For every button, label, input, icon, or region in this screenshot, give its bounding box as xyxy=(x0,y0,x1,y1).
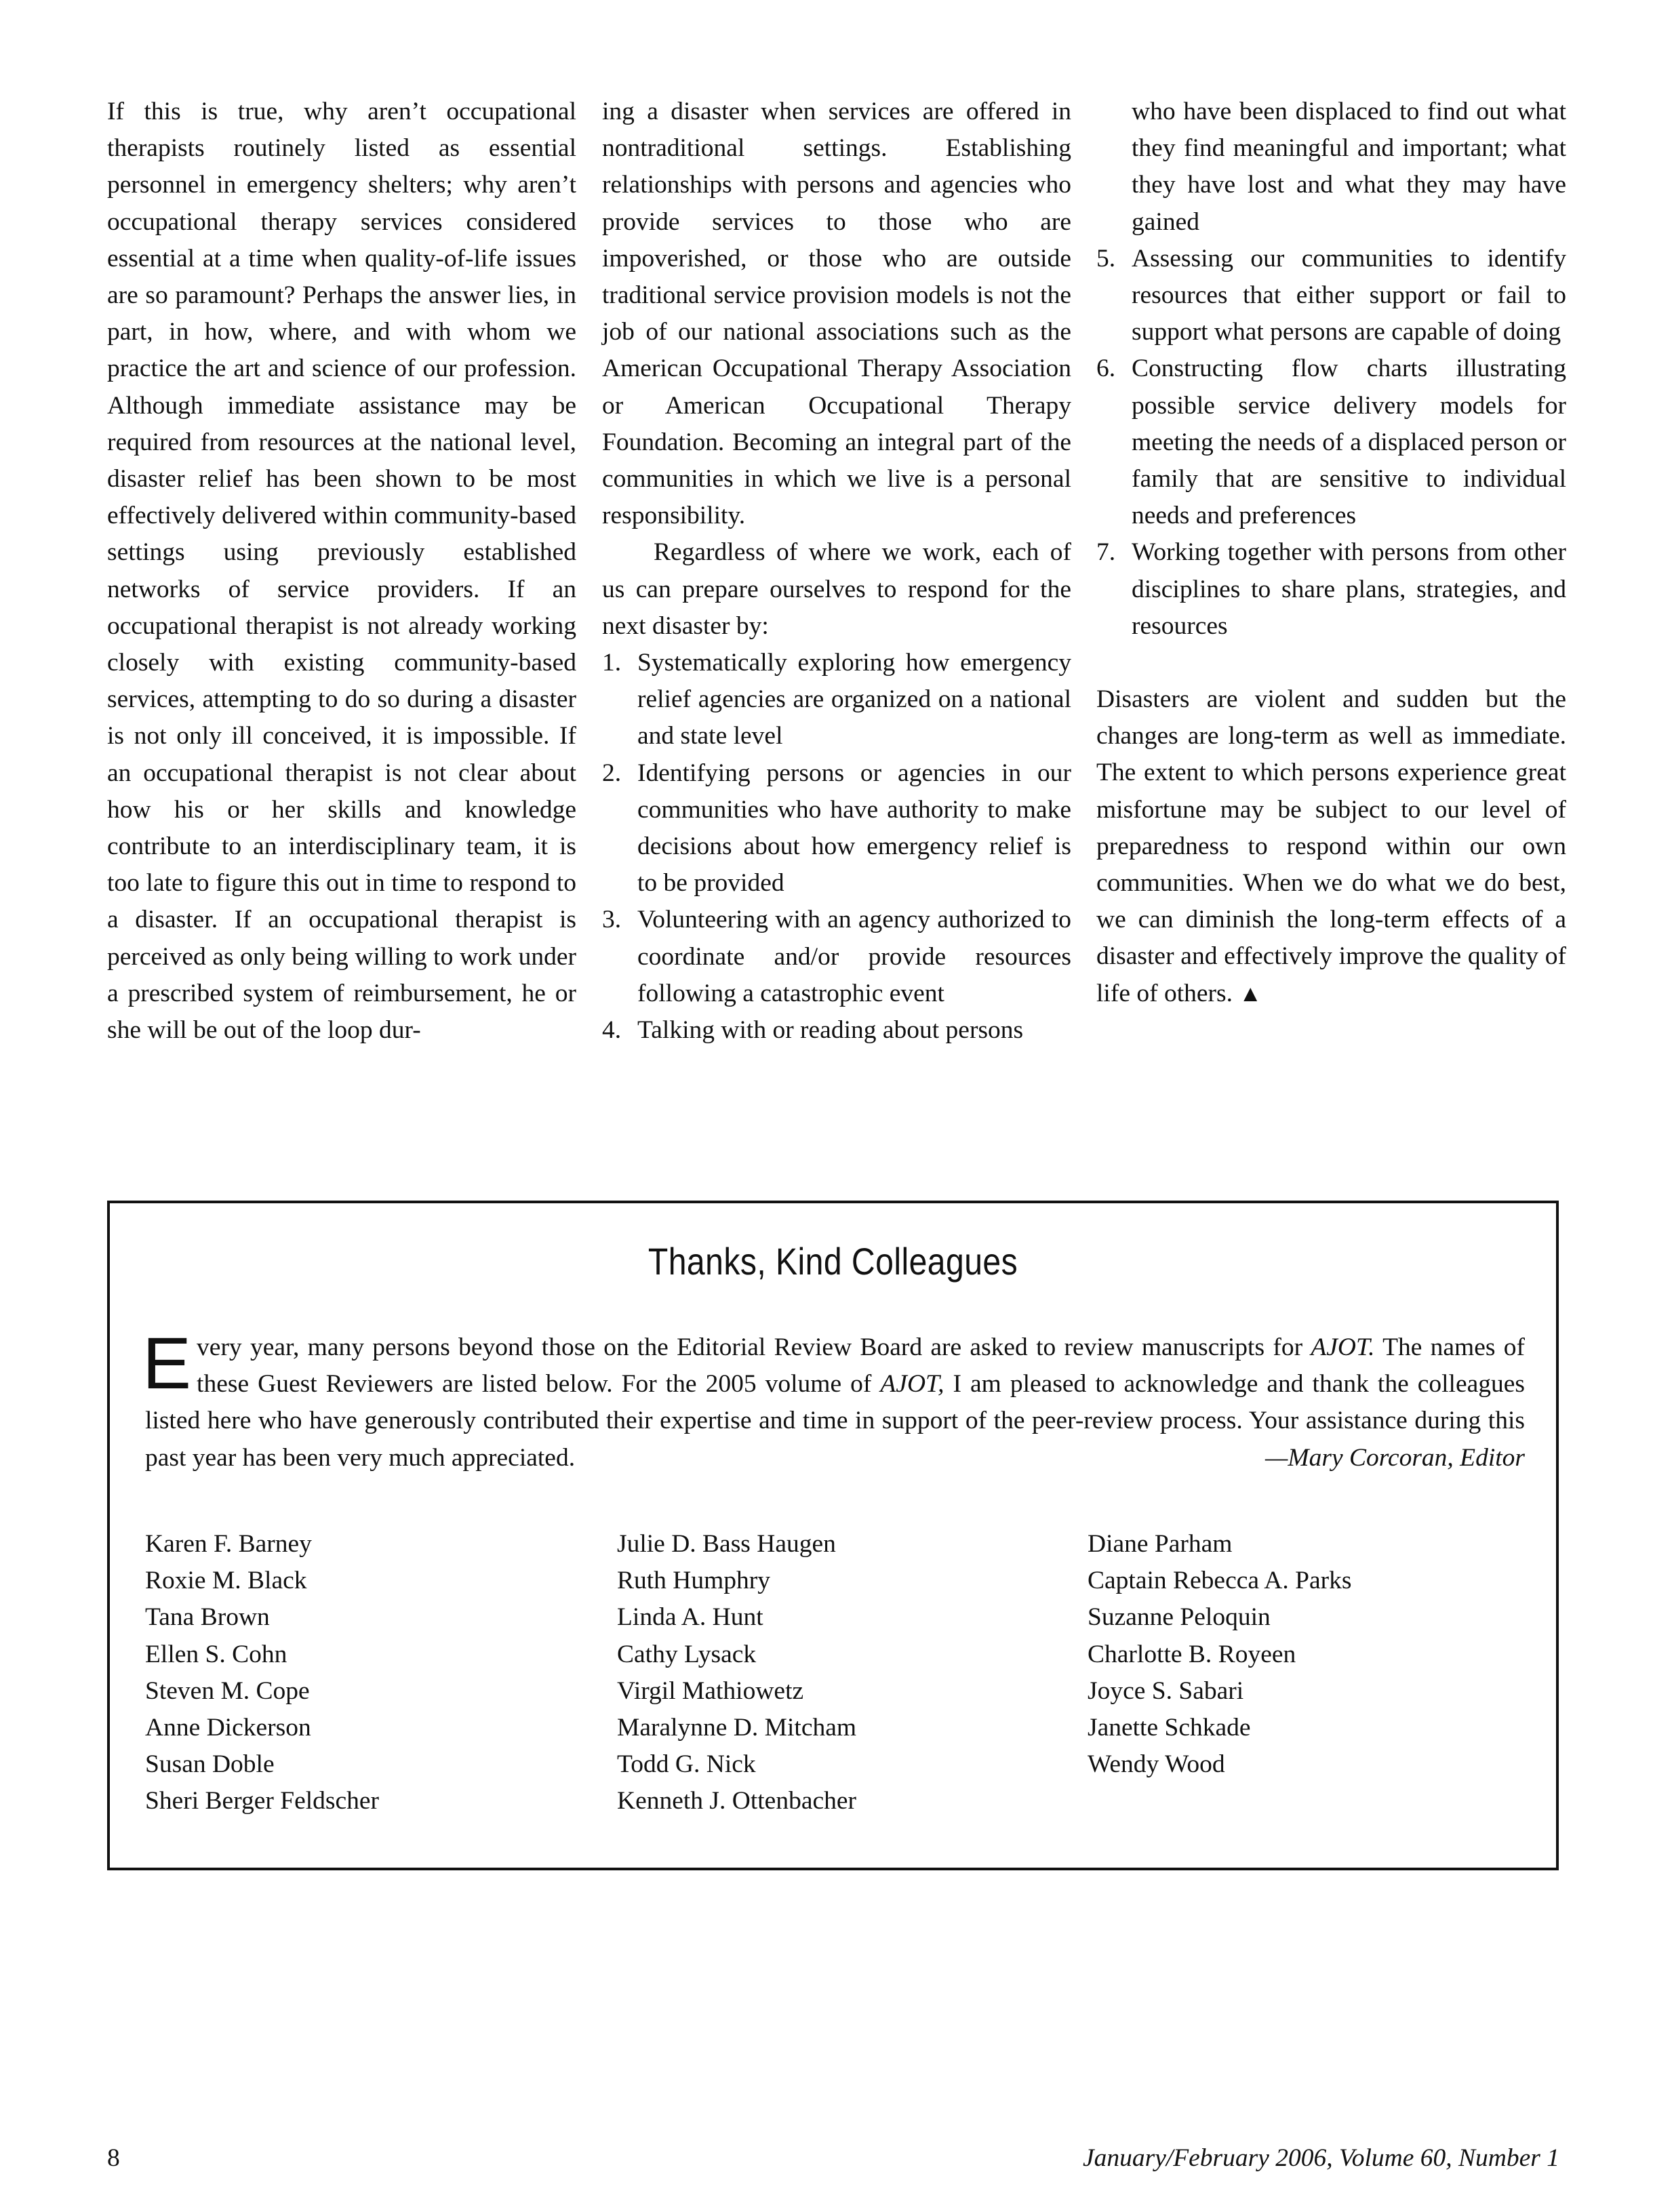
list-number: 2. xyxy=(602,759,622,787)
running-footer: January/February 2006, Volume 60, Number 1 xyxy=(1082,2144,1559,2172)
reviewer-names-column-2 xyxy=(617,1526,1064,1820)
reviewer-name: Tana Brown xyxy=(145,1603,270,1632)
body-paragraph: ing a disaster when services are offered in nontraditional settings. Establishing relationships with persons and agencies who provide services to those who are impoverished, or those who are outside traditional service provision models is not the job of our national associations such as the American Occupational Therapy Association or American Occupational Therapy Foundation. Becoming an integral part of the communities in which we live is a personal responsibility. xyxy=(602,98,1071,530)
page-number: 8 xyxy=(107,2144,120,2172)
list-text: Systematically exploring how emergency relief agencies are organized on a national and state level xyxy=(637,649,1071,750)
list-item xyxy=(1096,534,1566,645)
reviewer-name: Diane Parham xyxy=(1088,1530,1233,1558)
reviewer-names-column-1 xyxy=(145,1526,593,1820)
article-column-3 xyxy=(1096,94,1566,1013)
reviewer-name: Virgil Mathiowetz xyxy=(617,1676,804,1705)
list-text: Identifying persons or agencies in our communities who have authority to make decisions about how emergency relief is to be provided xyxy=(637,759,1071,898)
reviewer-name: Karen F. Barney xyxy=(145,1530,312,1558)
reviewer-name: Maralynne D. Mitcham xyxy=(617,1714,857,1742)
reviewer-name: Joyce S. Sabari xyxy=(1088,1676,1244,1705)
acknowledgement-intro xyxy=(142,1322,1525,1476)
journal-name: AJOT, xyxy=(880,1370,944,1399)
reviewer-name: Cathy Lysack xyxy=(617,1640,757,1668)
reviewer-name: Charlotte B. Royeen xyxy=(1088,1640,1296,1668)
reviewer-name: Ellen S. Cohn xyxy=(145,1640,287,1668)
list-text: Assessing our communities to identify resources that either support or fail to support what persons are capable of doing xyxy=(1132,244,1566,346)
reviewer-name: Steven M. Cope xyxy=(145,1676,310,1705)
acknowledgement-box xyxy=(107,1201,1559,1870)
reviewer-name: Julie D. Bass Haugen xyxy=(617,1530,836,1558)
intro-text-a: very year, many persons beyond those on the Editorial Review Board are asked to review manuscripts for xyxy=(197,1333,1311,1361)
list-number: 5. xyxy=(1096,244,1116,273)
article-column-2 xyxy=(602,94,1071,1049)
reviewer-name: Wendy Wood xyxy=(1088,1750,1225,1779)
list-text: Constructing flow charts illustrating possible service delivery models for meeting the needs of a displaced person or family that are sensitive to individual needs and preferences xyxy=(1132,355,1566,530)
reviewer-name: Roxie M. Black xyxy=(145,1567,307,1595)
list-number: 7. xyxy=(1096,538,1116,567)
list-item xyxy=(602,755,1071,902)
reviewer-name: Sheri Berger Feldscher xyxy=(145,1787,380,1815)
list-text: Volunteering with an agency authorized to coordinate and/or provide resources following a catastrophic event xyxy=(637,906,1071,1007)
list-text: Talking with or reading about persons xyxy=(637,1016,1024,1045)
reviewer-names-column-3 xyxy=(1088,1526,1535,1783)
reviewer-name: Anne Dickerson xyxy=(145,1714,311,1742)
drop-cap: E xyxy=(142,1322,192,1404)
reviewer-name: Todd G. Nick xyxy=(617,1750,756,1779)
list-number: 1. xyxy=(602,649,622,677)
reviewer-name: Linda A. Hunt xyxy=(617,1603,763,1632)
journal-name: AJOT. xyxy=(1311,1333,1375,1361)
end-of-article-triangle-icon: ▲ xyxy=(1239,981,1262,1007)
list-item xyxy=(1096,241,1566,351)
list-item-continuation: who have been displaced to find out what they find meaningful and important; what they have lost and what they may have gained xyxy=(1132,98,1566,236)
preparedness-list xyxy=(602,645,1071,1049)
list-item xyxy=(602,902,1071,1012)
intro-text-b: The names of these Guest Reviewers are listed below. For the 2005 volume of xyxy=(197,1333,1525,1399)
list-number: 3. xyxy=(602,906,622,934)
reviewer-name: Janette Schkade xyxy=(1088,1714,1251,1742)
list-item xyxy=(602,1012,1071,1049)
list-item xyxy=(1096,350,1566,534)
intro-text-c: I am pleased to acknowledge and thank the colleagues listed here who have generously contributed their expertise and time in support of the peer-review process. Your assistance during this past year has been very much appreciated. xyxy=(145,1370,1525,1472)
editor-signature: —Mary Corcoran, Editor xyxy=(1265,1443,1525,1472)
list-number: 6. xyxy=(1096,355,1116,383)
reviewer-name: Susan Doble xyxy=(145,1750,275,1779)
reviewer-name: Ruth Humphry xyxy=(617,1567,771,1595)
article-column-1 xyxy=(107,94,576,1049)
paragraph-gap xyxy=(1096,645,1566,681)
closing-paragraph xyxy=(1096,681,1566,1013)
box-title: Thanks, Kind Colleagues xyxy=(648,1240,1018,1283)
preparedness-list-continued xyxy=(1096,94,1566,645)
list-number: 4. xyxy=(602,1016,622,1045)
reviewer-name: Kenneth J. Ottenbacher xyxy=(617,1787,856,1815)
reviewer-name: Suzanne Peloquin xyxy=(1088,1603,1271,1632)
list-item xyxy=(602,645,1071,755)
body-paragraph: Regardless of where we work, each of us can prepare ourselves to respond for the next disaster by: xyxy=(602,538,1071,640)
closing-text: Disasters are violent and sudden but the changes are long-term as well as immediate. The extent to which persons experience great misfortune may be subject to our level of preparedness to respond within our own communities. When we do what we do best, we can diminish the long-term effects of a disaster and effectively improve the quality of life of others. xyxy=(1096,685,1566,1007)
body-paragraph: If this is true, why aren’t occupational therapists routinely listed as essential personnel in emergency shelters; why aren’t occupational therapy services considered essential at a time when quality-of-life issues are so paramount? Perhaps the answer lies, in part, in how, where, and with whom we practice the art and science of our profession. Although immediate assistance may be required from resources at the national level, disaster relief has been shown to be most effectively delivered within community-based settings using previously established networks of service providers. If an occupational therapist is not already working closely with existing community-based services, attempting to do so during a disaster is not only ill conceived, it is impossible. If an occupational therapist is not clear about how his or her skills and knowledge contribute to an interdisciplinary team, it is too late to figure this out in time to respond to a disaster. If an occupational therapist is perceived as only being willing to work under a prescribed system of reimbursement, he or she will be out of the loop dur- xyxy=(107,98,576,1045)
reviewer-name: Captain Rebecca A. Parks xyxy=(1088,1567,1352,1595)
list-text: Working together with persons from other disciplines to share plans, strategies, and resources xyxy=(1132,538,1566,640)
